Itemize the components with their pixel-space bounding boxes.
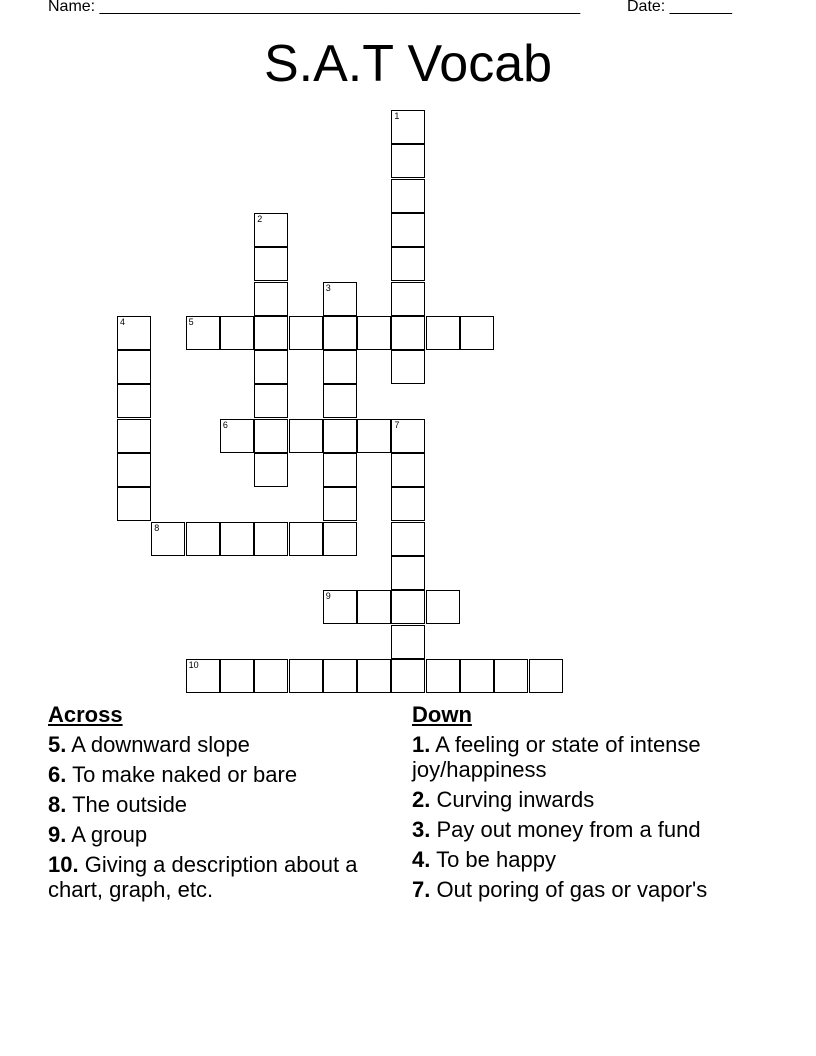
down-heading: Down	[412, 702, 472, 727]
grid-cell[interactable]	[254, 316, 288, 350]
grid-cell[interactable]	[289, 659, 323, 693]
grid-cell[interactable]	[391, 213, 425, 247]
grid-cell[interactable]	[460, 659, 494, 693]
page-title: S.A.T Vocab	[263, 35, 553, 93]
across-clue: 5. A downward slope	[48, 732, 250, 757]
grid-cell[interactable]	[357, 590, 391, 624]
grid-cell[interactable]	[391, 487, 425, 521]
grid-cell[interactable]	[220, 316, 254, 350]
clue-number: 6	[222, 419, 228, 430]
clue-number: 2	[257, 213, 263, 224]
clue-number: 8	[154, 522, 160, 533]
grid-cell[interactable]	[220, 659, 254, 693]
grid-cell[interactable]	[323, 282, 357, 316]
grid-cell[interactable]	[220, 522, 254, 556]
grid-cell[interactable]	[391, 247, 425, 281]
grid-cell[interactable]	[357, 419, 391, 453]
down-clue: 7. Out poring of gas or vapor's	[412, 877, 708, 902]
grid-cell[interactable]	[494, 659, 528, 693]
grid-cell[interactable]	[323, 316, 357, 350]
grid-cell[interactable]	[323, 384, 357, 418]
across-clue: 9. A group	[48, 822, 148, 847]
clue-number: 1	[394, 111, 400, 121]
down-clue: 2. Curving inwards	[412, 787, 595, 812]
grid-cell[interactable]	[323, 350, 357, 384]
grid-cell[interactable]	[254, 213, 288, 247]
grid-cell[interactable]	[254, 419, 288, 453]
across-heading: Across	[48, 702, 123, 727]
grid-cell[interactable]	[323, 590, 357, 624]
grid-cell[interactable]	[529, 659, 563, 693]
grid-cell[interactable]	[323, 522, 357, 556]
down-clue: 3. Pay out money from a fund	[412, 817, 701, 842]
down-clue: 1. A feeling or state of intense joy/happiness	[412, 732, 701, 782]
grid-cell[interactable]	[186, 522, 220, 556]
grid-cell[interactable]	[151, 522, 185, 556]
grid-cell[interactable]	[220, 419, 254, 453]
grid-cell[interactable]	[391, 144, 425, 178]
clue-number: 5	[188, 316, 194, 327]
down-clues	[412, 702, 712, 907]
grid-cell[interactable]	[391, 110, 425, 144]
grid-cell[interactable]	[323, 453, 357, 487]
name-field[interactable]: Name: ______________________________________________________	[48, 0, 581, 15]
down-clue: 4. To be happy	[412, 847, 556, 872]
across-clue: 6. To make naked or bare	[48, 762, 298, 787]
grid-cell[interactable]	[186, 316, 220, 350]
grid-cell[interactable]	[460, 316, 494, 350]
grid-cell[interactable]	[391, 316, 425, 350]
grid-cell[interactable]	[426, 590, 460, 624]
grid-cell[interactable]	[254, 384, 288, 418]
grid-cell[interactable]	[391, 419, 425, 453]
grid-cell[interactable]	[254, 247, 288, 281]
grid-cell[interactable]	[323, 419, 357, 453]
across-clue: 8. The outside	[48, 792, 188, 817]
grid-cell[interactable]	[289, 522, 323, 556]
grid-cell[interactable]	[391, 659, 425, 693]
grid-cell[interactable]	[289, 419, 323, 453]
grid-cell[interactable]	[391, 590, 425, 624]
grid-cell[interactable]	[323, 659, 357, 693]
date-field[interactable]: Date: _______	[627, 0, 732, 15]
grid-cell[interactable]	[391, 522, 425, 556]
clue-number: 3	[325, 282, 331, 293]
grid-cell[interactable]	[426, 316, 460, 350]
grid-cell[interactable]	[391, 350, 425, 384]
grid-cell[interactable]	[254, 522, 288, 556]
grid-cell[interactable]	[117, 419, 151, 453]
clue-number: 4	[120, 316, 126, 327]
grid-cell[interactable]	[254, 350, 288, 384]
grid-cell[interactable]	[289, 316, 323, 350]
grid-cell[interactable]	[186, 659, 220, 693]
across-clue: 10. Giving a description about a chart, graph, etc.	[48, 852, 358, 902]
grid-cell[interactable]	[117, 350, 151, 384]
clue-number: 10	[188, 659, 199, 670]
grid-cell[interactable]	[426, 659, 460, 693]
across-clues	[48, 702, 393, 907]
clue-number: 7	[394, 419, 400, 430]
grid-cell[interactable]	[117, 384, 151, 418]
grid-cell[interactable]	[117, 453, 151, 487]
clue-number: 9	[325, 591, 331, 602]
grid-cell[interactable]	[357, 316, 391, 350]
grid-cell[interactable]	[357, 659, 391, 693]
grid-cell[interactable]	[391, 625, 425, 659]
grid-cell[interactable]	[254, 453, 288, 487]
grid-cell[interactable]	[391, 453, 425, 487]
grid-cell[interactable]	[254, 659, 288, 693]
grid-cell[interactable]	[391, 179, 425, 213]
grid-cell[interactable]	[391, 282, 425, 316]
grid-cell[interactable]	[117, 487, 151, 521]
grid-cell[interactable]	[323, 487, 357, 521]
grid-cell[interactable]	[117, 316, 151, 350]
grid-cell[interactable]	[391, 556, 425, 590]
grid-cell[interactable]	[254, 282, 288, 316]
